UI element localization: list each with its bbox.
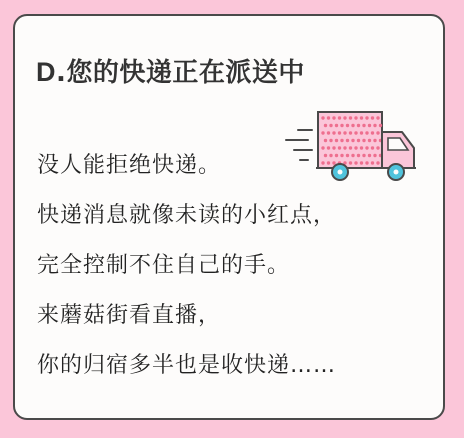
text-line: 来蘑菇街看直播， <box>37 303 222 328</box>
body-text <box>37 146 336 396</box>
text-line: 完全控制不住自己的手。 <box>37 253 291 278</box>
text-line: 快递消息就像未读的小红点， <box>37 203 337 228</box>
title-letter: D <box>36 57 56 87</box>
text-line: 你的归宿多半也是收快递…… <box>37 353 337 378</box>
card-title <box>36 52 305 89</box>
title-text: .您的快递正在派送中 <box>56 58 305 88</box>
text-line: 没人能拒绝快递。 <box>37 153 222 178</box>
